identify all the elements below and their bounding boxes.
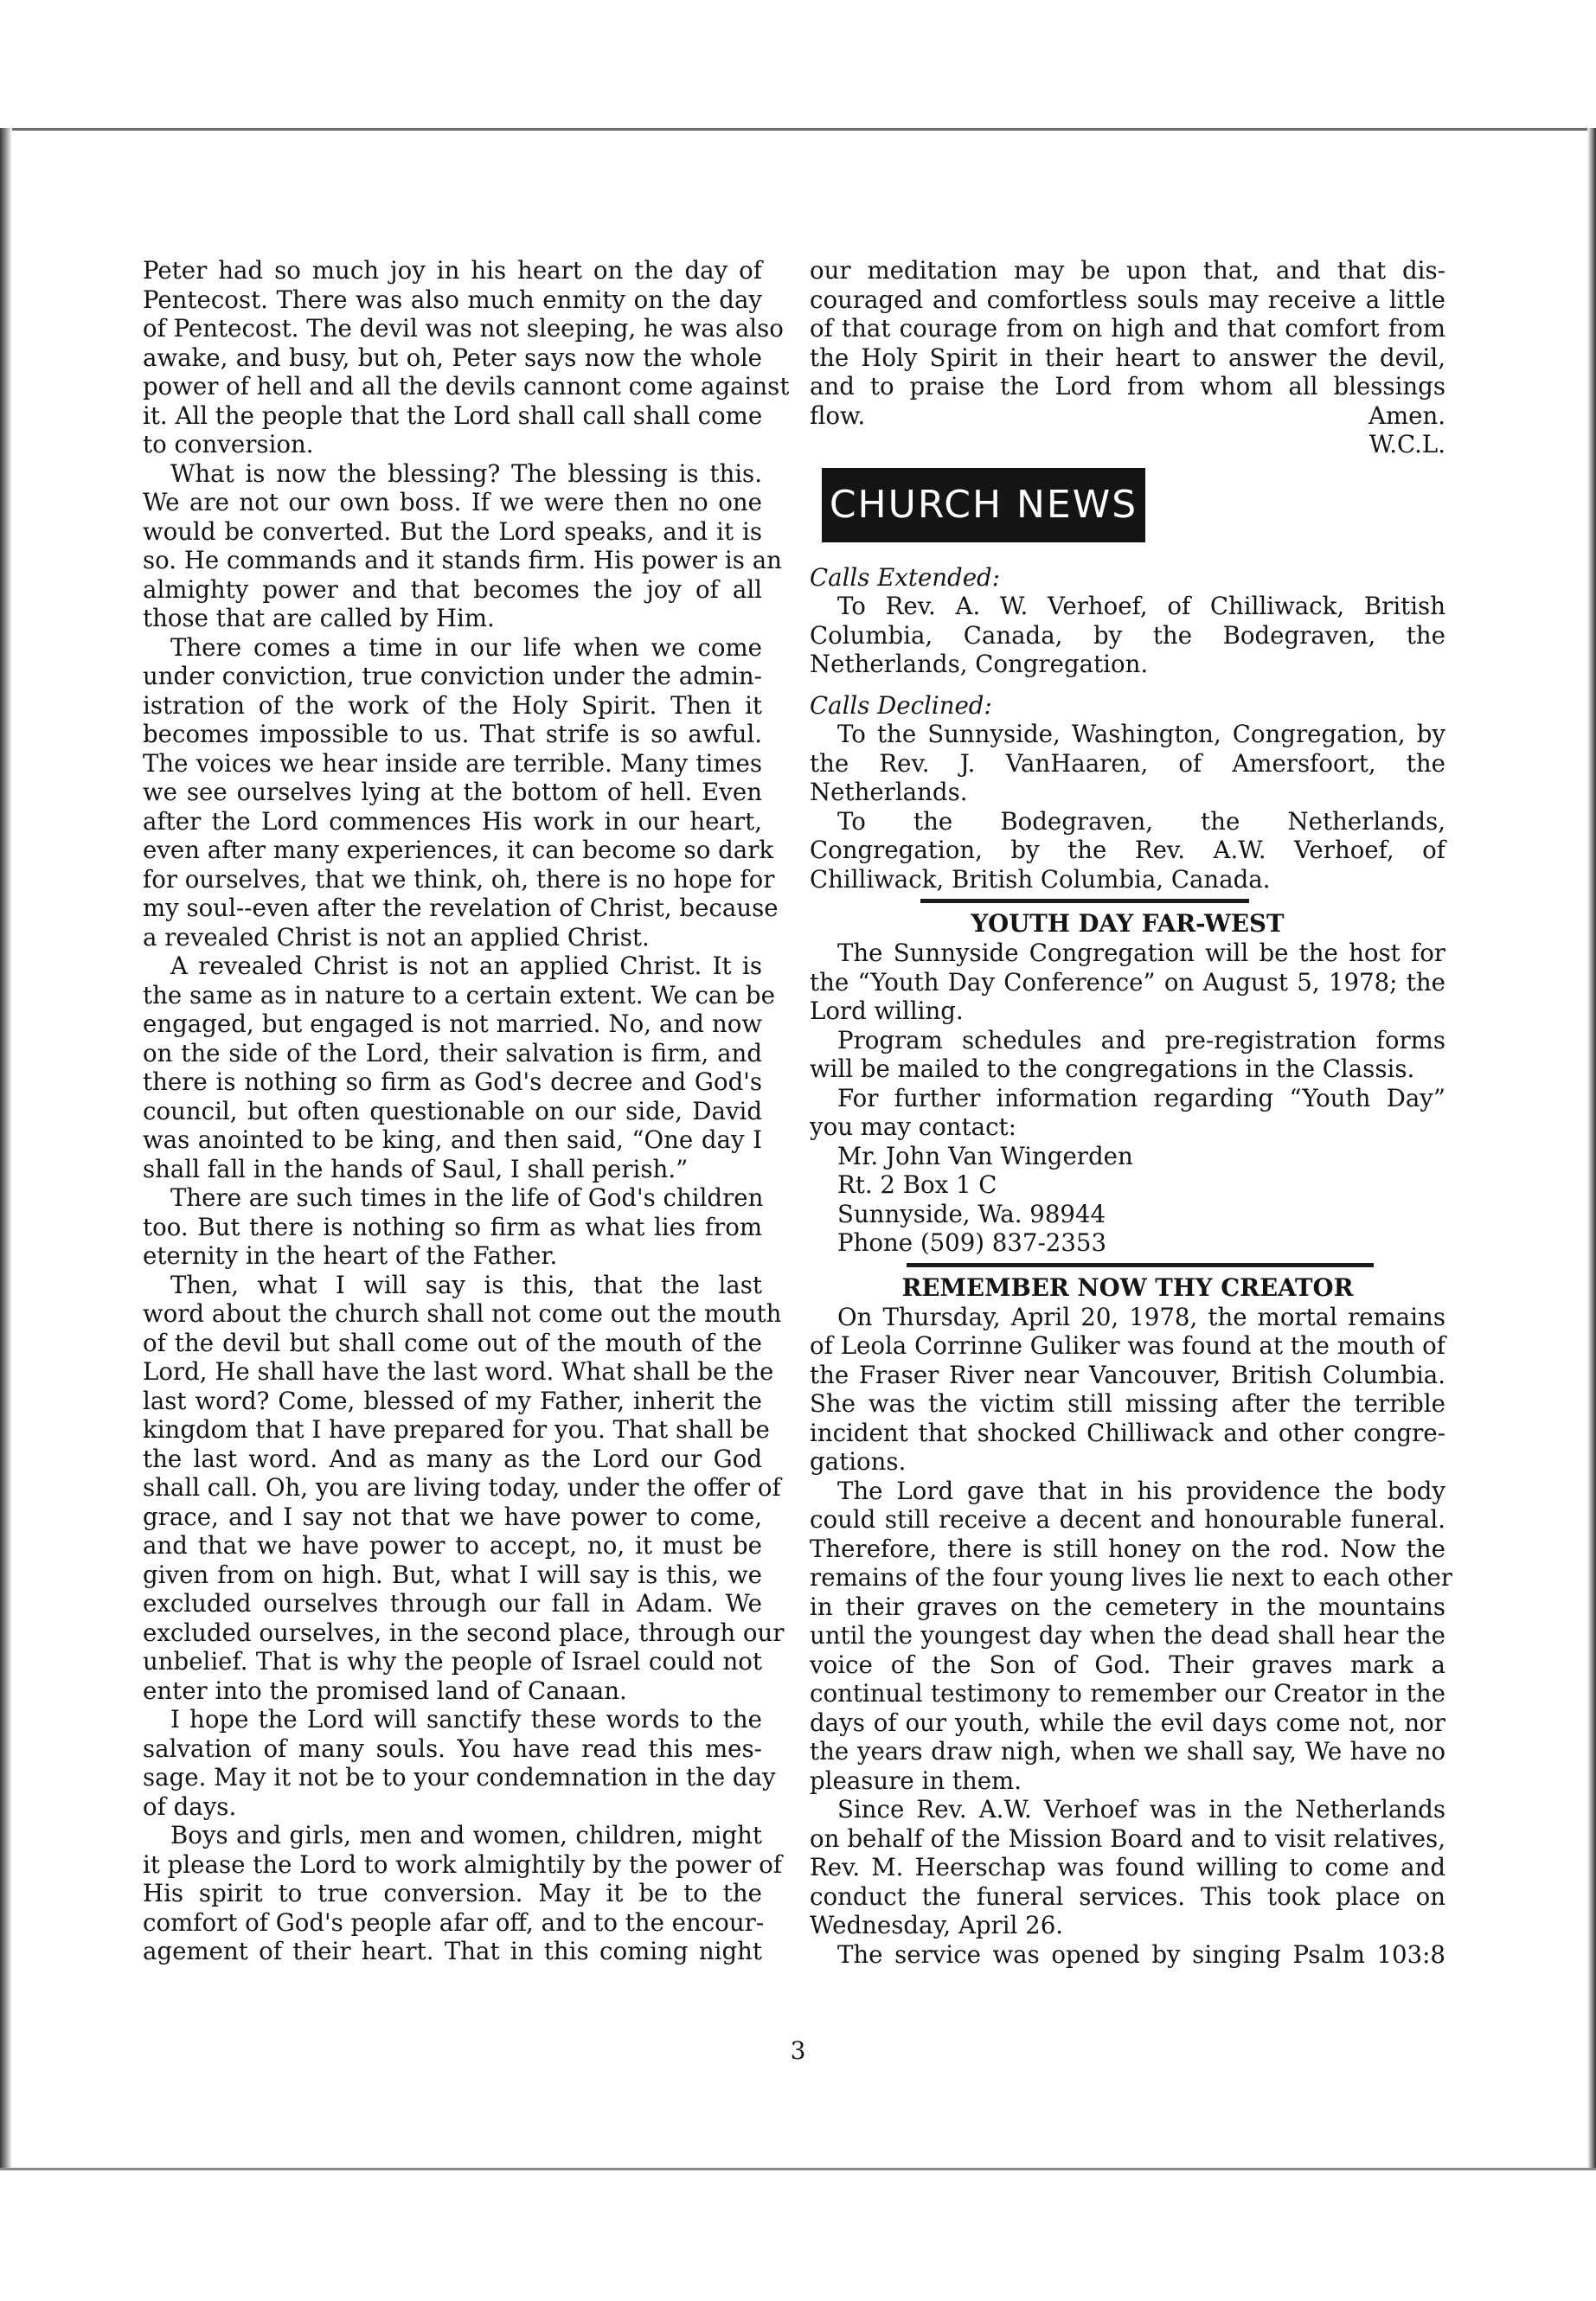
sermon-conclusion (810, 256, 1445, 401)
text-line: to conversion. (143, 430, 314, 458)
signature: W.C.L. (1368, 430, 1445, 458)
text-line: under conviction, true conviction under the admin- (143, 662, 762, 690)
text-line: Congregation, by the Rev. A.W. Verhoef, of (810, 836, 1445, 864)
church-news-banner: CHURCH NEWS (822, 468, 1145, 542)
text-line: incident that shocked Chilliwack and other congre- (810, 1418, 1445, 1447)
text-line: shall fall in the hands of Saul, I shall perish.” (143, 1154, 689, 1183)
youth-day-heading: YOUTH DAY FAR-WEST (971, 909, 1285, 938)
text-line: There comes a time in our life when we come (170, 632, 762, 662)
text-line: for ourselves, that we think, oh, there is no hope for (143, 864, 775, 894)
youth-day-body (810, 939, 1445, 1142)
contact-city: Sunnyside, Wa. 98944 (837, 1199, 1106, 1228)
text-line: Netherlands. (810, 778, 968, 806)
text-line: kingdom that I have prepared for you. That shall be (143, 1415, 770, 1444)
text-line: I hope the Lord will sanctify these words to the (170, 1705, 762, 1734)
text-line: my soul--even after the revelation of Christ, because (143, 894, 779, 922)
text-line: the Holy Spirit in their heart to answer the devil, (810, 343, 1445, 372)
remember-heading: REMEMBER NOW THY CREATOR (901, 1272, 1354, 1302)
text-line: To Rev. A. W. Verhoef, of Chilliwack, British (837, 592, 1445, 620)
text-line: Pentecost. There was also much enmity on the day (143, 285, 762, 314)
text-line: and to praise the Lord from whom all blessings (810, 372, 1445, 401)
flow-word: flow. (810, 401, 866, 430)
text-line: grace, and I say not that we have power to come, (143, 1502, 762, 1531)
text-line: the Rev. J. VanHaaren, of Amersfoort, the (810, 748, 1445, 778)
scan-border-left (0, 128, 12, 2170)
text-line: too. But there is nothing so firm as what lies from (143, 1212, 762, 1241)
section-divider (920, 899, 1249, 903)
section-divider (907, 1263, 1374, 1267)
text-line: almighty power and that becomes the joy of all (143, 574, 762, 604)
text-line: of days. (143, 1791, 237, 1821)
text-line: The service was opened by singing Psalm 103:8 (837, 1939, 1445, 1969)
contact-address: Rt. 2 Box 1 C (837, 1170, 997, 1199)
text-line: there is nothing so firm as God's decree and God's (143, 1067, 762, 1096)
text-line: unbelief. That is why the people of Israel could not (143, 1647, 762, 1676)
text-line: of the devil but shall come out of the mouth of the (143, 1328, 762, 1357)
text-line: His spirit to true conversion. May it be to the (143, 1879, 762, 1907)
text-line: the Fraser River near Vancouver, British Columbia. (810, 1360, 1445, 1389)
text-line: Lord willing. (810, 997, 964, 1025)
text-line: will be mailed to the congregations in the Classis. (810, 1054, 1415, 1083)
text-line: A revealed Christ is not an applied Christ. It is (170, 952, 762, 980)
text-line: conduct the funeral services. This took place on (810, 1881, 1445, 1911)
text-line: Chilliwack, British Columbia, Canada. (810, 864, 1271, 894)
text-line: even after many experiences, it can become so dark (143, 836, 774, 864)
page-number: 3 (790, 2036, 806, 2065)
calls-declined-body (810, 720, 1445, 894)
right-column (810, 256, 1452, 1969)
text-line: shall call. Oh, you are living today, under the offer of (143, 1473, 781, 1502)
text-line: given from on high. But, what I will say is this, we (143, 1560, 762, 1589)
text-line: those that are called by Him. (143, 604, 495, 632)
text-line: The voices we hear inside are terrible. Many times (143, 748, 762, 778)
text-line: a revealed Christ is not an applied Christ. (143, 922, 650, 952)
text-line: The Lord gave that in his providence the body (837, 1476, 1445, 1505)
text-line: Then, what I will say is this, that the last (170, 1270, 762, 1299)
text-line: becomes impossible to us. That strife is so awful. (143, 720, 762, 748)
text-line: Rev. M. Heerschap was found willing to come and (810, 1853, 1445, 1881)
text-line: would be converted. But the Lord speaks, and it is (143, 516, 762, 546)
remember-body (810, 1302, 1452, 1970)
scan-border-top (0, 128, 1596, 131)
text-line: remains of the four young lives lie next to each other (810, 1563, 1452, 1592)
text-line: Peter had so much joy in his heart on the day of (143, 256, 762, 285)
text-line: istration of the work of the Holy Spirit. Then it (143, 690, 762, 720)
text-line: the “Youth Day Conference” on August 5, 1978; the (810, 967, 1445, 997)
text-line: excluded ourselves through our fall in Adam. We (143, 1589, 762, 1618)
contact-phone: Phone (509) 837-2353 (837, 1228, 1107, 1257)
church-news-banner-wrap (810, 468, 1445, 551)
text-line: pleasure in them. (810, 1766, 1022, 1795)
text-line: There are such times in the life of God's children (170, 1183, 764, 1212)
text-line: Lord, He shall have the last word. What shall be the (143, 1357, 774, 1386)
flow-amen-line (810, 401, 1445, 431)
text-line: we see ourselves lying at the bottom of hell. Even (143, 778, 762, 806)
left-column (143, 256, 790, 1966)
text-line: engaged, but engaged is not married. No, and now (143, 1009, 762, 1038)
text-line: Boys and girls, men and women, children, might (170, 1821, 762, 1849)
text-line: word about the church shall not come out the mouth (143, 1299, 782, 1328)
text-line: salvation of many souls. You have read this mes- (143, 1734, 762, 1763)
text-line: was anointed to be king, and then said, “One day I (143, 1125, 762, 1154)
scan-border-bottom (0, 2168, 1596, 2170)
text-line: of Leola Corrinne Guliker was found at the mouth of (810, 1331, 1445, 1360)
text-line: What is now the blessing? The blessing is this. (170, 458, 762, 488)
text-line: of that courage from on high and that comfort from (810, 314, 1445, 343)
text-line: voice of the Son of God. Their graves mark a (810, 1650, 1445, 1679)
text-line: Since Rev. A.W. Verhoef was in the Netherlands (837, 1795, 1445, 1823)
text-line: on behalf of the Mission Board and to visit relatives, (810, 1823, 1445, 1853)
text-line: after the Lord commences His work in our heart, (143, 806, 762, 836)
text-line: Program schedules and pre-registration forms (837, 1025, 1445, 1054)
text-line: Columbia, Canada, by the Bodegraven, the (810, 620, 1445, 650)
text-line: you may contact: (810, 1112, 1016, 1141)
text-line: She was the victim still missing after the terrible (810, 1389, 1445, 1418)
text-line: continual testimony to remember our Creator in the (810, 1679, 1445, 1708)
text-line: The Sunnyside Congregation will be the host for (837, 939, 1445, 967)
text-line: days of our youth, while the evil days come not, nor (810, 1708, 1445, 1737)
text-line: the last word. And as many as the Lord our God (143, 1444, 762, 1473)
text-line: On Thursday, April 20, 1978, the mortal remains (837, 1302, 1445, 1331)
text-line: We are not our own boss. If we were then no one (143, 488, 762, 516)
text-line: could still receive a decent and honourable funeral. (810, 1505, 1445, 1534)
text-line: until the youngest day when the dead shall hear the (810, 1621, 1445, 1650)
text-line: power of hell and all the devils cannont come against (143, 372, 790, 401)
text-line: sage. May it not be to your condemnation in the day (143, 1763, 776, 1791)
text-line: awake, and busy, but oh, Peter says now the whole (143, 343, 762, 372)
text-line: comfort of God's people afar off, and to the encour- (143, 1907, 765, 1937)
text-line: on the side of the Lord, their salvation is firm, and (143, 1038, 762, 1067)
contact-name: Mr. John Van Wingerden (837, 1141, 1133, 1170)
text-line: excluded ourselves, in the second place, through our (143, 1618, 785, 1647)
text-line: Wednesday, April 26. (810, 1911, 1064, 1939)
text-line: last word? Come, blessed of my Father, inherit the (143, 1386, 762, 1415)
scan-border-right (1587, 128, 1596, 2170)
calls-declined-heading: Calls Declined: (810, 690, 992, 720)
text-line: our meditation may be upon that, and that dis- (810, 256, 1445, 285)
text-line: eternity in the heart of the Father. (143, 1241, 558, 1270)
calls-extended-body (810, 592, 1445, 679)
text-line: it please the Lord to work almightily by the power of (143, 1849, 782, 1879)
text-line: and that we have power to accept, no, it must be (143, 1531, 762, 1560)
amen-text: Amen. (1368, 401, 1445, 430)
text-line: Netherlands, Congregation. (810, 650, 1149, 678)
text-line: For further information regarding “Youth Day” (837, 1083, 1445, 1112)
text-line: agement of their heart. That in this coming night (143, 1937, 762, 1965)
calls-extended-heading: Calls Extended: (810, 562, 1000, 592)
text-line: gations. (810, 1447, 907, 1476)
text-line: of Pentecost. The devil was not sleeping, he was also (143, 314, 784, 343)
text-line: couraged and comfortless souls may receive a little (810, 285, 1445, 314)
text-line: council, but often questionable on our side, David (143, 1096, 762, 1125)
text-line: Therefore, there is still honey on the rod. Now the (810, 1534, 1445, 1563)
text-line: the years draw nigh, when we shall say, We have no (810, 1737, 1445, 1766)
text-line: To the Bodegraven, the Netherlands, (837, 806, 1445, 836)
text-line: the same as in nature to a certain extent. We can be (143, 980, 775, 1009)
text-line: enter into the promised land of Canaan. (143, 1676, 627, 1705)
text-line: in their graves on the cemetery in the mountains (810, 1592, 1445, 1621)
text-line: it. All the people that the Lord shall call shall come (143, 401, 763, 430)
text-line: To the Sunnyside, Washington, Congregation, by (837, 720, 1445, 748)
text-line: so. He commands and it stands firm. His power is an (143, 546, 782, 574)
